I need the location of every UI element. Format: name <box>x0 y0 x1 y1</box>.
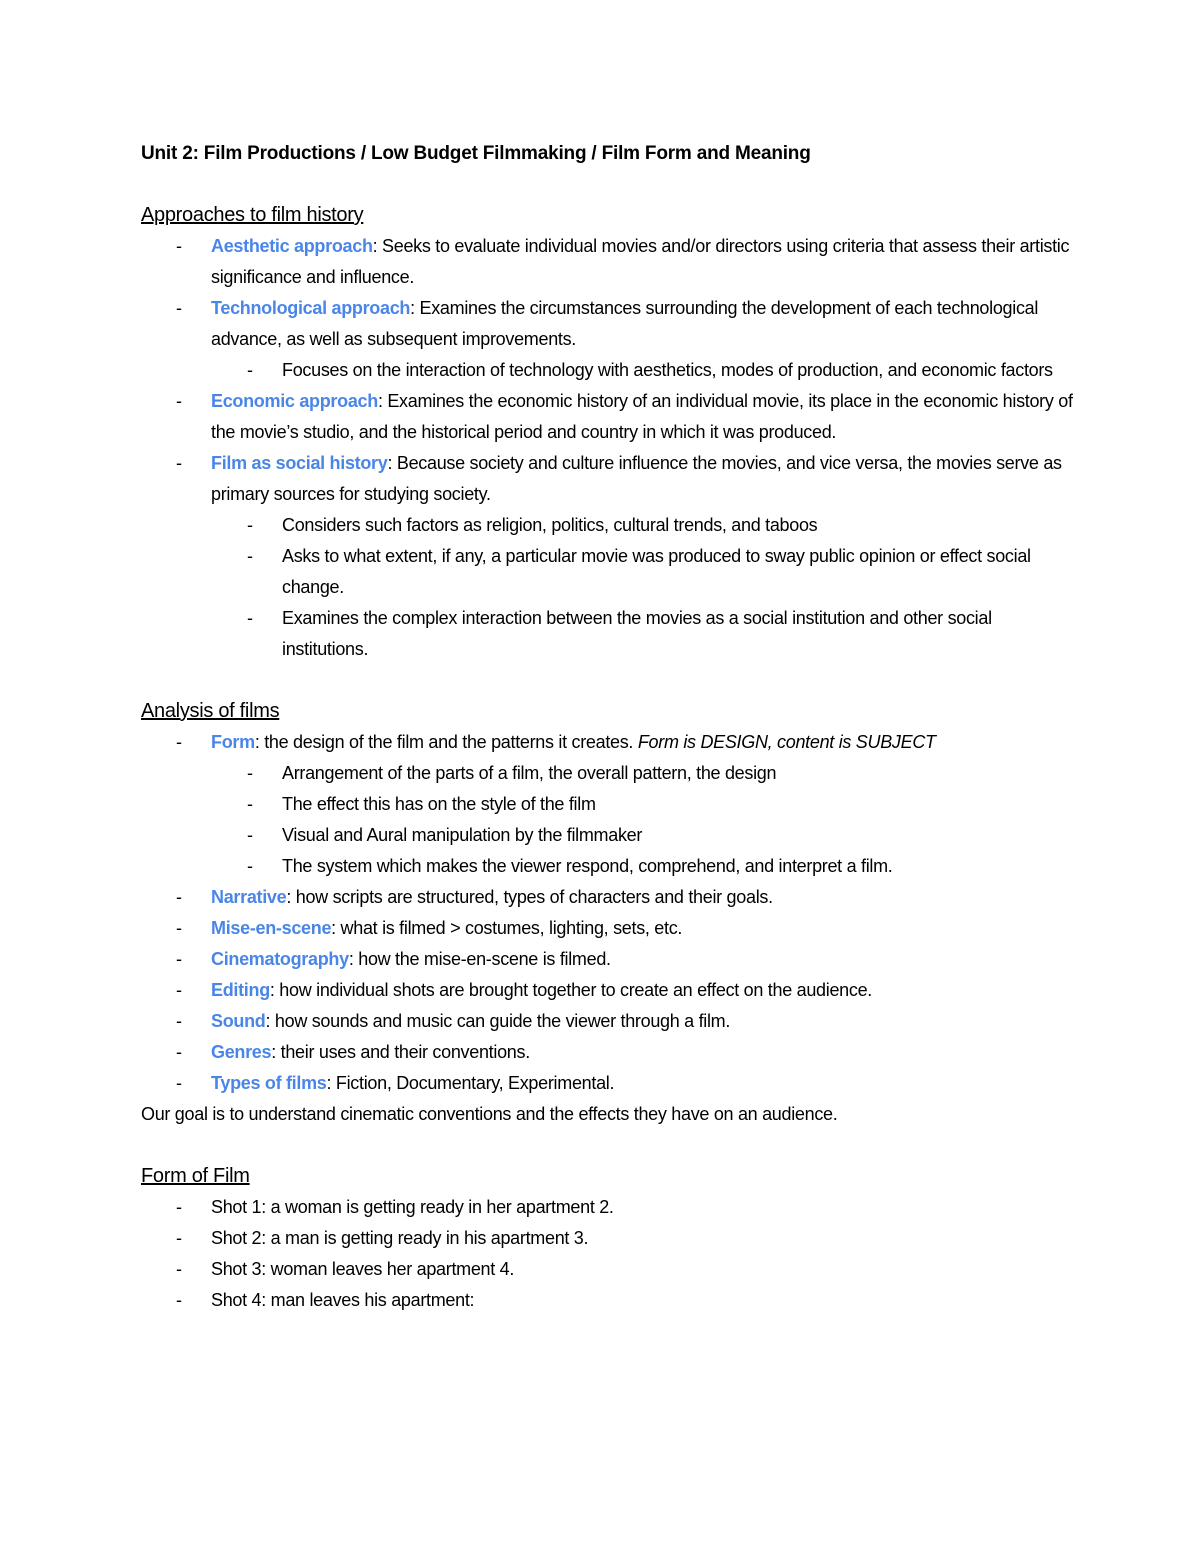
list-item <box>141 1037 1081 1068</box>
list-item <box>141 231 1081 293</box>
term-cinematography: Cinematography <box>211 949 349 969</box>
term-types-of-films: Types of films <box>211 1073 327 1093</box>
list-item <box>141 1006 1081 1037</box>
section-heading-analysis: Analysis of films <box>141 700 280 722</box>
bullet-dash: - <box>176 1290 182 1310</box>
section-heading-form-of-film: Form of Film <box>141 1165 250 1187</box>
sub-list-item <box>211 851 1081 882</box>
sub-list-item <box>211 541 1081 603</box>
item-text: Shot 4: man leaves his apartment: <box>211 1290 475 1310</box>
document-page <box>141 138 1081 1316</box>
sub-list-item <box>211 355 1081 386</box>
term-economic: Economic approach <box>211 391 378 411</box>
list-item <box>141 1068 1081 1099</box>
term-editing: Editing <box>211 980 270 1000</box>
term-sound: Sound <box>211 1011 266 1031</box>
item-text: Shot 3: woman leaves her apartment 4. <box>211 1259 515 1279</box>
bullet-dash: - <box>247 515 253 535</box>
item-text: : Because society and culture influence the movies, and vice versa, the movies serve as primary sources for studying society. <box>211 453 1062 504</box>
bullet-dash: - <box>176 918 182 938</box>
bullet-dash: - <box>247 794 253 814</box>
term-narrative: Narrative <box>211 887 287 907</box>
sub-list <box>211 355 1081 386</box>
item-text: Shot 1: a woman is getting ready in her apartment 2. <box>211 1197 614 1217</box>
section-heading-history: Approaches to film history <box>141 204 364 226</box>
list-item <box>141 913 1081 944</box>
item-text: : their uses and their conventions. <box>271 1042 530 1062</box>
item-text: : Seeks to evaluate individual movies and/or directors using criteria that assess their artistic significance and influence. <box>211 236 1070 287</box>
bullet-dash: - <box>247 546 253 566</box>
list-item <box>141 293 1081 386</box>
bullet-dash: - <box>176 1228 182 1248</box>
sub-item-text: The effect this has on the style of the film <box>282 794 596 814</box>
bullet-dash: - <box>176 236 182 256</box>
spacer <box>141 665 1081 696</box>
list-item <box>141 975 1081 1006</box>
analysis-list <box>141 727 1081 1099</box>
form-of-film-list <box>141 1192 1081 1316</box>
bullet-dash: - <box>176 453 182 473</box>
sub-item-text: Examines the complex interaction between the movies as a social institution and other social institutions. <box>282 608 992 659</box>
bullet-dash: - <box>247 608 253 628</box>
item-text: : Fiction, Documentary, Experimental. <box>326 1073 615 1093</box>
bullet-dash: - <box>247 825 253 845</box>
sub-list-item <box>211 603 1081 665</box>
term-form: Form <box>211 732 255 752</box>
sub-item-text: The system which makes the viewer respond, comprehend, and interpret a film. <box>282 856 893 876</box>
bullet-dash: - <box>176 1259 182 1279</box>
bullet-dash: - <box>247 360 253 380</box>
sub-list <box>211 758 1081 882</box>
list-item <box>141 1285 1081 1316</box>
item-text: : the design of the film and the patterns it creates. <box>254 732 638 752</box>
term-mise-en-scene: Mise-en-scene <box>211 918 332 938</box>
sub-list-item <box>211 789 1081 820</box>
form-definition-italic: Form is DESIGN, content is SUBJECT <box>637 732 936 752</box>
item-text: : how sounds and music can guide the viewer through a film. <box>265 1011 731 1031</box>
bullet-dash: - <box>176 887 182 907</box>
bullet-dash: - <box>176 980 182 1000</box>
document-title: Unit 2: Film Productions / Low Budget Filmmaking / Film Form and Meaning <box>141 143 811 164</box>
sub-item-text: Visual and Aural manipulation by the filmmaker <box>282 825 643 845</box>
sub-item-text: Focuses on the interaction of technology with aesthetics, modes of production, and economic factors <box>282 360 1053 380</box>
bullet-dash: - <box>247 856 253 876</box>
list-item <box>141 1223 1081 1254</box>
term-aesthetic: Aesthetic approach <box>211 236 373 256</box>
list-item <box>141 944 1081 975</box>
goal-statement: Our goal is to understand cinematic conventions and the effects they have on an audience. <box>141 1104 838 1124</box>
item-text: : what is filmed > costumes, lighting, sets, etc. <box>331 918 683 938</box>
item-text: : Examines the circumstances surrounding the development of each technological advance, as well as subsequent improvements. <box>211 298 1039 349</box>
sub-item-text: Arrangement of the parts of a film, the overall pattern, the design <box>282 763 777 783</box>
list-item <box>141 882 1081 913</box>
bullet-dash: - <box>176 391 182 411</box>
sub-item-text: Asks to what extent, if any, a particular movie was produced to sway public opinion or effect social change. <box>282 546 1031 597</box>
list-item <box>141 1192 1081 1223</box>
bullet-dash: - <box>176 949 182 969</box>
bullet-dash: - <box>176 1042 182 1062</box>
list-item <box>141 386 1081 448</box>
term-genres: Genres <box>211 1042 272 1062</box>
spacer <box>141 1130 1081 1161</box>
item-text: : how scripts are structured, types of characters and their goals. <box>286 887 773 907</box>
item-text: : how the mise-en-scene is filmed. <box>348 949 611 969</box>
sub-list-item <box>211 510 1081 541</box>
bullet-dash: - <box>176 298 182 318</box>
item-text: : Examines the economic history of an individual movie, its place in the economic history of the movie’s studio, and the historical period and country in which it was produced. <box>211 391 1073 442</box>
bullet-dash: - <box>176 1073 182 1093</box>
list-item <box>141 727 1081 882</box>
sub-item-text: Considers such factors as religion, politics, cultural trends, and taboos <box>282 515 818 535</box>
term-social-history: Film as social history <box>211 453 388 473</box>
list-item <box>141 1254 1081 1285</box>
bullet-dash: - <box>247 763 253 783</box>
bullet-dash: - <box>176 1197 182 1217</box>
sub-list-item <box>211 758 1081 789</box>
term-technological: Technological approach <box>211 298 411 318</box>
history-list <box>141 231 1081 665</box>
sub-list-item <box>211 820 1081 851</box>
item-text: Shot 2: a man is getting ready in his apartment 3. <box>211 1228 589 1248</box>
bullet-dash: - <box>176 1011 182 1031</box>
item-text: : how individual shots are brought together to create an effect on the audience. <box>269 980 872 1000</box>
spacer <box>141 169 1081 200</box>
list-item <box>141 448 1081 665</box>
bullet-dash: - <box>176 732 182 752</box>
sub-list <box>211 510 1081 665</box>
